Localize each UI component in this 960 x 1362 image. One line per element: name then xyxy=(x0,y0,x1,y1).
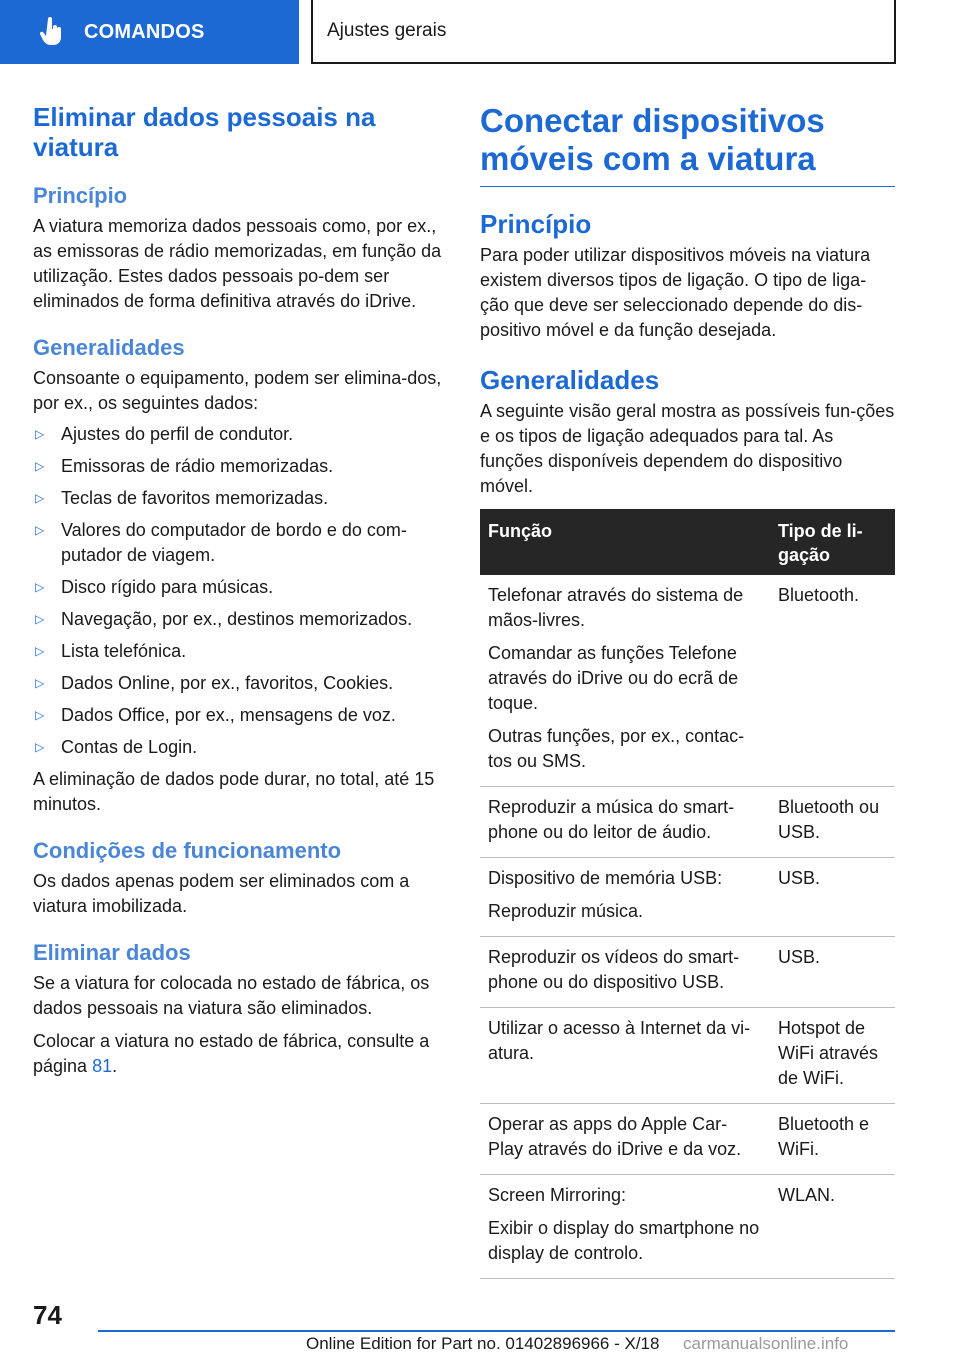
column-header-type: Tipo de li-gação xyxy=(770,509,895,575)
right-title: Conectar dispositivos móveis com a viatura xyxy=(480,102,895,187)
type-cell: USB. xyxy=(770,937,895,1008)
list-item: ▷ Contas de Login. xyxy=(33,735,448,760)
list-item: ▷ Navegação, por ex., destinos memorizados. xyxy=(33,607,448,632)
function-cell: Reproduzir a música do smart-phone ou do leitor de áudio. xyxy=(480,787,770,858)
triangle-right-icon: ▷ xyxy=(35,523,45,537)
triangle-right-icon: ▷ xyxy=(35,427,45,441)
function-cell: Screen Mirroring: Exibir o display do smartphone no display de controlo. xyxy=(480,1175,770,1279)
function-cell: Dispositivo de memória USB: Reproduzir música. xyxy=(480,858,770,937)
section-tab-label: COMANDOS xyxy=(84,20,205,43)
watermark: carmanualsonline.info xyxy=(683,1334,849,1353)
list-item: ▷ Valores do computador de bordo e do com-putador de viagem. xyxy=(33,518,448,568)
page-number: 74 xyxy=(33,1300,62,1330)
column-header-function: Função xyxy=(480,509,770,575)
left-text-conditions: Os dados apenas podem ser eliminados com a viatura imobilizada. xyxy=(33,871,410,916)
chapter-title: Ajustes gerais xyxy=(327,20,447,41)
right-column xyxy=(480,102,895,1279)
left-text-principio: A viatura memoriza dados pessoais como, por ex., as emissoras de rádio memorizadas, em função da utilização. Estes dados pessoais po-dem ser eliminados de forma definitiva através do iDrive. xyxy=(33,216,442,311)
table-row xyxy=(480,787,895,858)
type-cell: Bluetooth. xyxy=(770,575,895,787)
right-text-principio: Para poder utilizar dispositivos móveis na viatura existem diversos tipos de ligação. O tipo de liga-ção que deve ser seleccionado depende do dis-positivo móvel e da função desejada. xyxy=(480,245,871,340)
table-row xyxy=(480,858,895,937)
type-cell: WLAN. xyxy=(770,1175,895,1279)
page-reference-link[interactable]: 81 xyxy=(92,1056,113,1076)
left-text-delete-1: Se a viatura for colocada no estado de fábrica, os dados pessoais na viatura são eliminados. xyxy=(33,973,430,1018)
triangle-right-icon: ▷ xyxy=(35,676,45,690)
list-item: ▷ Emissoras de rádio memorizadas. xyxy=(33,454,448,479)
triangle-right-icon: ▷ xyxy=(35,459,45,473)
section-tab xyxy=(0,0,299,64)
type-cell: Bluetooth ou USB. xyxy=(770,787,895,858)
type-cell: Bluetooth e WiFi. xyxy=(770,1104,895,1175)
footer-divider xyxy=(98,1330,895,1332)
list-item: ▷ Dados Online, por ex., favoritos, Cookies. xyxy=(33,671,448,696)
right-heading-principio: Princípio xyxy=(480,209,592,239)
connection-types-table xyxy=(480,509,895,1279)
list-item: ▷ Ajustes do perfil de condutor. xyxy=(33,422,448,447)
function-cell: Utilizar o acesso à Internet da vi-atura. xyxy=(480,1008,770,1104)
chapter-header xyxy=(311,0,896,64)
table-row xyxy=(480,1104,895,1175)
triangle-right-icon: ▷ xyxy=(35,580,45,594)
left-text-delete-2: Colocar a viatura no estado de fábrica, consulte a página 81. xyxy=(33,1031,430,1076)
function-cell: Operar as apps do Apple Car-Play através do iDrive e da voz. xyxy=(480,1104,770,1175)
list-item: ▷ Teclas de favoritos memorizadas. xyxy=(33,486,448,511)
edition-text: Online Edition for Part no. 01402896966 - X/18 xyxy=(306,1334,660,1353)
type-cell: USB. xyxy=(770,858,895,937)
left-column xyxy=(33,102,448,1079)
deletable-data-list xyxy=(33,422,448,760)
function-cell: Telefonar através do sistema de mãos-livres. Comandar as funções Telefone através do iDrive ou do ecrã de toque. Outras funções, por ex., contac-tos ou SMS. xyxy=(480,575,770,787)
left-title: Eliminar dados pessoais na viatura xyxy=(33,102,376,162)
left-text-generalidades: Consoante o equipamento, podem ser elimina-dos, por ex., os seguintes dados: xyxy=(33,368,442,413)
left-heading-delete: Eliminar dados xyxy=(33,940,191,965)
right-heading-generalidades: Generalidades xyxy=(480,365,660,395)
list-item: ▷ Disco rígido para músicas. xyxy=(33,575,448,600)
table-row xyxy=(480,937,895,1008)
function-cell: Reproduzir os vídeos do smart-phone ou do dispositivo USB. xyxy=(480,937,770,1008)
list-item: ▷ Lista telefónica. xyxy=(33,639,448,664)
left-heading-conditions: Condições de funcionamento xyxy=(33,838,342,863)
triangle-right-icon: ▷ xyxy=(35,708,45,722)
table-row xyxy=(480,575,895,787)
left-heading-generalidades: Generalidades xyxy=(33,335,185,360)
triangle-right-icon: ▷ xyxy=(35,612,45,626)
triangle-right-icon: ▷ xyxy=(35,644,45,658)
triangle-right-icon: ▷ xyxy=(35,740,45,754)
table-row xyxy=(480,1008,895,1104)
triangle-right-icon: ▷ xyxy=(35,491,45,505)
right-text-generalidades: A seguinte visão geral mostra as possíveis fun-ções e os tipos de ligação adequados para tal. As funções disponíveis dependem do dispositivo móvel. xyxy=(480,401,895,496)
type-cell: Hotspot de WiFi através de WiFi. xyxy=(770,1008,895,1104)
list-item: ▷ Dados Office, por ex., mensagens de voz. xyxy=(33,703,448,728)
left-heading-principio: Princípio xyxy=(33,183,128,208)
hand-pointer-icon xyxy=(40,17,64,47)
table-header-row xyxy=(480,509,895,575)
left-text-duration: A eliminação de dados pode durar, no total, até 15 minutos. xyxy=(33,769,435,814)
table-row xyxy=(480,1175,895,1279)
